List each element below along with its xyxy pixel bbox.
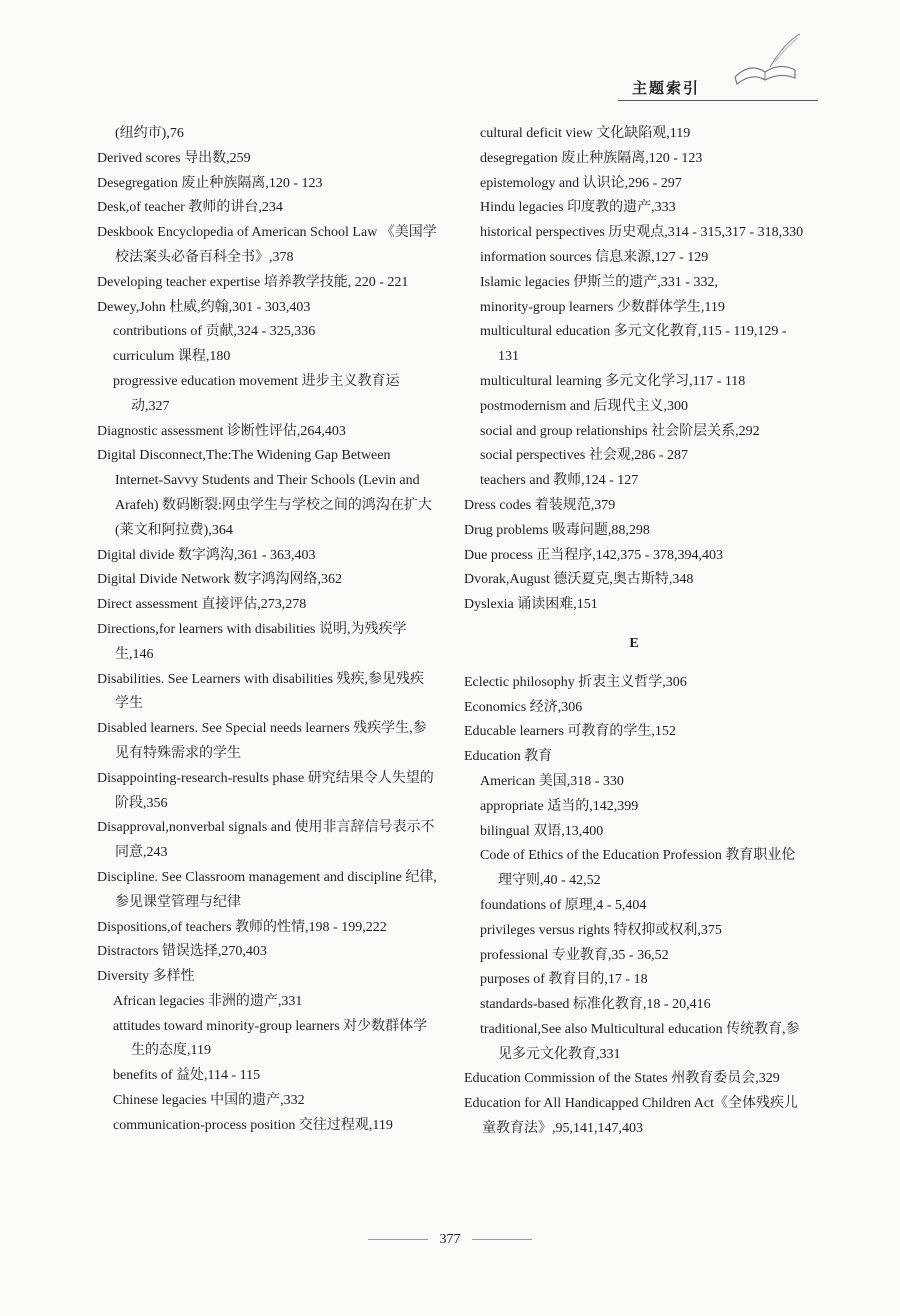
index-column-right (464, 122, 804, 1142)
index-entry: Eclectic philosophy 折衷主义哲学,306 (464, 674, 687, 690)
index-entry: Desk,of teacher 教师的讲台,234 (97, 200, 283, 216)
index-entry: Distractors 错误选择,270,403 (97, 944, 267, 960)
index-subentry: Chinese legacies 中国的遗产,332 (113, 1093, 305, 1109)
index-subentry: standards-based 标准化教育,18 - 20,416 (480, 997, 711, 1013)
index-entry: Deskbook Encyclopedia of American School Law 《美国学校法案头必备百科全书》,378 (97, 225, 437, 265)
index-subentry: communication-process position 交往过程观,119 (113, 1117, 393, 1133)
index-entry: Education 教育 (464, 749, 553, 765)
index-entry: Due process 正当程序,142,375 - 378,394,403 (464, 547, 723, 563)
index-entry: Education Commission of the States 州教育委员会,329 (464, 1071, 780, 1087)
index-entry: Disabilities. See Learners with disabilities 残疾,参见残疾学生 (97, 671, 425, 712)
running-header (600, 62, 840, 112)
index-subentry: multicultural education 多元文化教育,115 - 119,129 - 131 (480, 324, 787, 365)
index-subentry: historical perspectives 历史观点,314 - 315,317 - 318,330 (480, 225, 804, 241)
index-entry: Economics 经济,306 (464, 699, 583, 715)
index-subentry: curriculum 课程,180 (113, 349, 231, 365)
index-entry: Dvorak,August 德沃夏克,奥古斯特,348 (464, 572, 694, 588)
index-entry: Diversity 多样性 (97, 969, 195, 985)
header-title: 主题索引 (632, 79, 701, 97)
index-subentry: teachers and 教师,124 - 127 (480, 473, 639, 489)
index-subentry: American 美国,318 - 330 (480, 773, 624, 789)
index-entry: Dress codes 着装规范,379 (464, 497, 616, 513)
index-subentry: Islamic legacies 伊斯兰的遗产,331 - 332, (480, 274, 718, 290)
index-entry: Developing teacher expertise 培养教学技能, 220 - 221 (97, 274, 409, 290)
index-subentry: purposes of 教育目的,17 - 18 (480, 972, 648, 988)
index-subentry: information sources 信息来源,127 - 129 (480, 249, 709, 265)
index-subentry: professional 专业教育,35 - 36,52 (480, 947, 669, 963)
index-entry: Desegregation 废止种族隔离,120 - 123 (97, 175, 323, 191)
page-footer (0, 1232, 900, 1248)
index-entry: (纽约市),76 (115, 126, 184, 141)
index-subentry: multicultural learning 多元文化学习,117 - 118 (480, 373, 746, 389)
index-subentry: contributions of 贡献,324 - 325,336 (113, 324, 316, 340)
index-entry: Direct assessment 直接评估,273,278 (97, 597, 307, 613)
index-entry: Dyslexia 诵读困难,151 (464, 597, 598, 613)
index-entry: Education for All Handicapped Children Act《全体残疾儿童教育法》,95,141,147,403 (464, 1096, 798, 1137)
index-subentry: social and group relationships 社会阶层关系,292 (480, 423, 760, 439)
book-quill-icon (725, 32, 805, 92)
section-letter: E (629, 635, 639, 651)
index-subentry: Code of Ethics of the Education Profession 教育职业伦理守则,40 - 42,52 (480, 848, 796, 889)
index-subentry: foundations of 原理,4 - 5,404 (480, 897, 647, 913)
index-subentry: African legacies 非洲的遗产,331 (113, 993, 303, 1009)
page-number: 377 (439, 1232, 461, 1247)
index-subentry: desegregation 废止种族隔离,120 - 123 (480, 150, 703, 166)
index-subentry: appropriate 适当的,142,399 (480, 798, 639, 814)
index-subentry: Hindu legacies 印度教的遗产,333 (480, 200, 676, 216)
index-entry: Disapproval,nonverbal signals and 使用非言辞信号表示不同意,243 (97, 820, 435, 861)
index-entry: Digital divide 数字鸿沟,361 - 363,403 (97, 547, 316, 563)
index-subentry: bilingual 双语,13,400 (480, 823, 604, 839)
index-column-left (97, 122, 437, 1139)
index-entry: Directions,for learners with disabilities 说明,为残疾学生,146 (97, 621, 407, 662)
index-entry: Drug problems 吸毒问题,88,298 (464, 522, 650, 538)
index-entry: Diagnostic assessment 诊断性评估,264,403 (97, 423, 346, 439)
index-entry: Discipline. See Classroom management and discipline 纪律,参见课堂管理与纪律 (97, 869, 437, 910)
index-entry: Disappointing-research-results phase 研究结果令人失望的阶段,356 (97, 770, 434, 811)
index-entry: Derived scores 导出数,259 (97, 150, 251, 166)
index-entry: Digital Divide Network 数字鸿沟网络,362 (97, 572, 342, 588)
index-subentry: epistemology and 认识论,296 - 297 (480, 175, 682, 191)
index-subentry: social perspectives 社会观,286 - 287 (480, 448, 689, 464)
index-subentry: attitudes toward minority-group learners 对少数群体学生的态度,119 (113, 1018, 428, 1059)
index-subentry: postmodernism and 后现代主义,300 (480, 398, 689, 414)
footer-rule-left (368, 1239, 428, 1240)
index-subentry: minority-group learners 少数群体学生,119 (480, 299, 725, 315)
index-entry: Dewey,John 杜威,约翰,301 - 303,403 (97, 299, 311, 315)
index-subentry: traditional,See also Multicultural education 传统教育,参见多元文化教育,331 (480, 1021, 800, 1062)
header-rule (618, 100, 818, 101)
index-entry: Educable learners 可教育的学生,152 (464, 724, 676, 740)
index-subentry: privileges versus rights 特权抑或权利,375 (480, 922, 722, 938)
index-entry: Disabled learners. See Special needs learners 残疾学生,参见有特殊需求的学生 (97, 721, 427, 761)
index-entry: Digital Disconnect,The:The Widening Gap Between Internet-Savvy Students and Their Schools (Levin and Arafeh) 数码断裂:网虫学生与学校之间的鸿沟在扩大(莱文和阿拉费),364 (97, 448, 432, 538)
index-entry: Dispositions,of teachers 教师的性情,198 - 199,222 (97, 919, 387, 935)
footer-rule-right (472, 1239, 532, 1240)
index-subentry: benefits of 益处,114 - 115 (113, 1068, 261, 1084)
index-subentry: progressive education movement 进步主义教育运动,327 (113, 373, 400, 414)
index-subentry: cultural deficit view 文化缺陷观,119 (480, 126, 691, 141)
